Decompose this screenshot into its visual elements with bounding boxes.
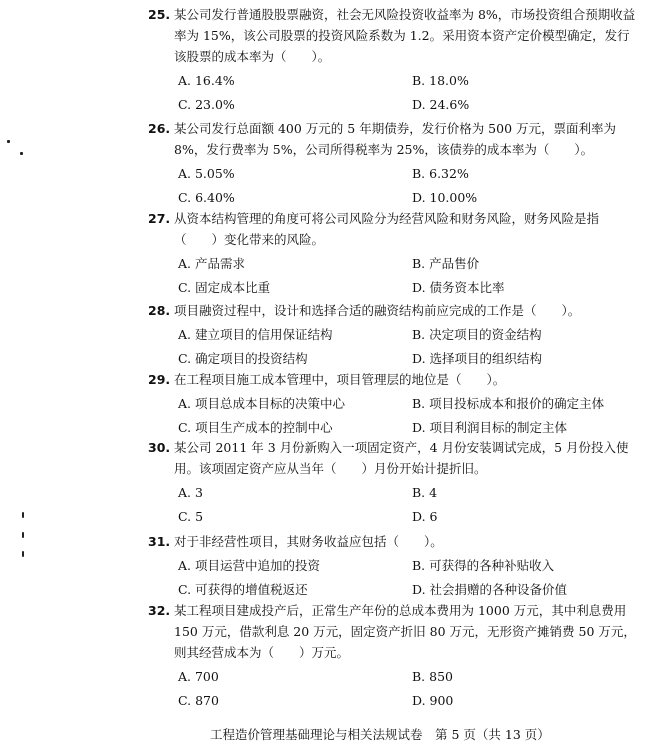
option-a: A. 3 bbox=[178, 485, 203, 500]
option-c: C. 项目生产成本的控制中心 bbox=[178, 420, 333, 435]
question-stem bbox=[148, 437, 638, 479]
options bbox=[148, 163, 638, 208]
page-footer: 工程造价管理基础理论与相关法规试卷 第 5 页（共 13 页） bbox=[210, 727, 550, 742]
options bbox=[148, 253, 638, 298]
question-text: 在工程项目施工成本管理中，项目管理层的地位是（ ）。 bbox=[174, 372, 506, 387]
option-b: B. 18.0% bbox=[412, 73, 469, 88]
option-d: D. 债务资本比率 bbox=[412, 280, 505, 295]
question-stem bbox=[148, 369, 638, 390]
question-27 bbox=[148, 208, 638, 298]
option-c: C. 870 bbox=[178, 693, 219, 708]
option-a: A. 16.4% bbox=[178, 73, 235, 88]
question-number: 30. bbox=[148, 440, 171, 455]
option-a: A. 产品需求 bbox=[178, 256, 245, 271]
option-c: C. 可获得的增值税返还 bbox=[178, 582, 308, 597]
question-stem bbox=[148, 531, 638, 552]
question-text: 某公司发行总面额 400 万元的 5 年期债券，发行价格为 500 万元，票面利率为 8%，发行费率为 5%，公司所得税率为 25%，该债券的成本率为（ ）。 bbox=[174, 121, 617, 157]
option-d: D. 10.00% bbox=[412, 190, 478, 205]
option-b: B. 决定项目的资金结构 bbox=[412, 327, 542, 342]
question-text: 从资本结构管理的角度可将公司风险分为经营风险和财务风险，财务风险是指（ ）变化带来的风险。 bbox=[174, 211, 600, 247]
question-number: 25. bbox=[148, 7, 171, 22]
option-d: D. 项目利润目标的制定主体 bbox=[412, 420, 568, 435]
question-stem bbox=[148, 118, 638, 160]
option-b: B. 6.32% bbox=[412, 166, 469, 181]
option-b: B. 产品售价 bbox=[412, 256, 480, 271]
question-number: 29. bbox=[148, 372, 171, 387]
option-a: A. 项目总成本目标的决策中心 bbox=[178, 396, 345, 411]
option-a: A. 700 bbox=[178, 669, 219, 684]
question-number: 32. bbox=[148, 603, 171, 618]
option-d: D. 6 bbox=[412, 509, 438, 524]
question-number: 28. bbox=[148, 303, 171, 318]
option-a: A. 项目运营中追加的投资 bbox=[178, 558, 320, 573]
question-32 bbox=[148, 600, 638, 711]
option-b: B. 850 bbox=[412, 669, 453, 684]
option-c: C. 5 bbox=[178, 509, 204, 524]
options bbox=[148, 393, 638, 438]
question-number: 31. bbox=[148, 534, 171, 549]
question-26 bbox=[148, 118, 638, 208]
scan-dot bbox=[22, 551, 24, 557]
question-28 bbox=[148, 300, 638, 369]
question-stem bbox=[148, 4, 638, 67]
option-b: B. 项目投标成本和报价的确定主体 bbox=[412, 396, 605, 411]
question-text: 项目融资过程中，设计和选择合适的融资结构前应完成的工作是（ ）。 bbox=[174, 303, 581, 318]
option-d: D. 选择项目的组织结构 bbox=[412, 351, 543, 366]
question-stem bbox=[148, 600, 638, 663]
scan-dot bbox=[20, 152, 23, 155]
scan-dot bbox=[7, 140, 10, 143]
question-29 bbox=[148, 369, 638, 438]
option-c: C. 6.40% bbox=[178, 190, 235, 205]
option-d: D. 24.6% bbox=[412, 97, 470, 112]
question-25 bbox=[148, 4, 638, 115]
option-b: B. 4 bbox=[412, 485, 438, 500]
option-a: A. 5.05% bbox=[178, 166, 235, 181]
question-text: 某工程项目建成投产后，正常生产年份的总成本费用为 1000 万元，其中利息费用 150 万元，借款利息 20 万元，固定资产折旧 80 万元，无形资产摊销费 50 万元，则其经营成本为（ ）万元。 bbox=[174, 603, 636, 660]
scan-dot bbox=[22, 532, 24, 538]
options bbox=[148, 666, 638, 711]
option-c: C. 确定项目的投资结构 bbox=[178, 351, 308, 366]
option-b: B. 可获得的各种补贴收入 bbox=[412, 558, 555, 573]
option-d: D. 社会捐赠的各种设备价值 bbox=[412, 582, 568, 597]
question-31 bbox=[148, 531, 638, 600]
options bbox=[148, 70, 638, 115]
question-text: 某公司 2011 年 3 月份新购入一项固定资产，4 月份安装调试完成，5 月份投入使用。该项固定资产应从当年（ ）月份开始计提折旧。 bbox=[174, 440, 629, 476]
option-a: A. 建立项目的信用保证结构 bbox=[178, 327, 333, 342]
question-stem bbox=[148, 300, 638, 321]
options bbox=[148, 324, 638, 369]
question-number: 27. bbox=[148, 211, 171, 226]
question-number: 26. bbox=[148, 121, 171, 136]
option-c: C. 固定成本比重 bbox=[178, 280, 271, 295]
question-30 bbox=[148, 437, 638, 527]
options bbox=[148, 555, 638, 600]
question-text: 对于非经营性项目，其财务收益应包括（ ）。 bbox=[174, 534, 443, 549]
options bbox=[148, 482, 638, 527]
question-stem bbox=[148, 208, 638, 250]
option-c: C. 23.0% bbox=[178, 97, 235, 112]
option-d: D. 900 bbox=[412, 693, 454, 708]
question-text: 某公司发行普通股股票融资，社会无风险投资收益率为 8%，市场投资组合预期收益率为 15%，该公司股票的投资风险系数为 1.2。采用资本资产定价模型确定，发行该股票的成本率为（ ）。 bbox=[174, 7, 636, 64]
scan-dot bbox=[22, 512, 24, 518]
